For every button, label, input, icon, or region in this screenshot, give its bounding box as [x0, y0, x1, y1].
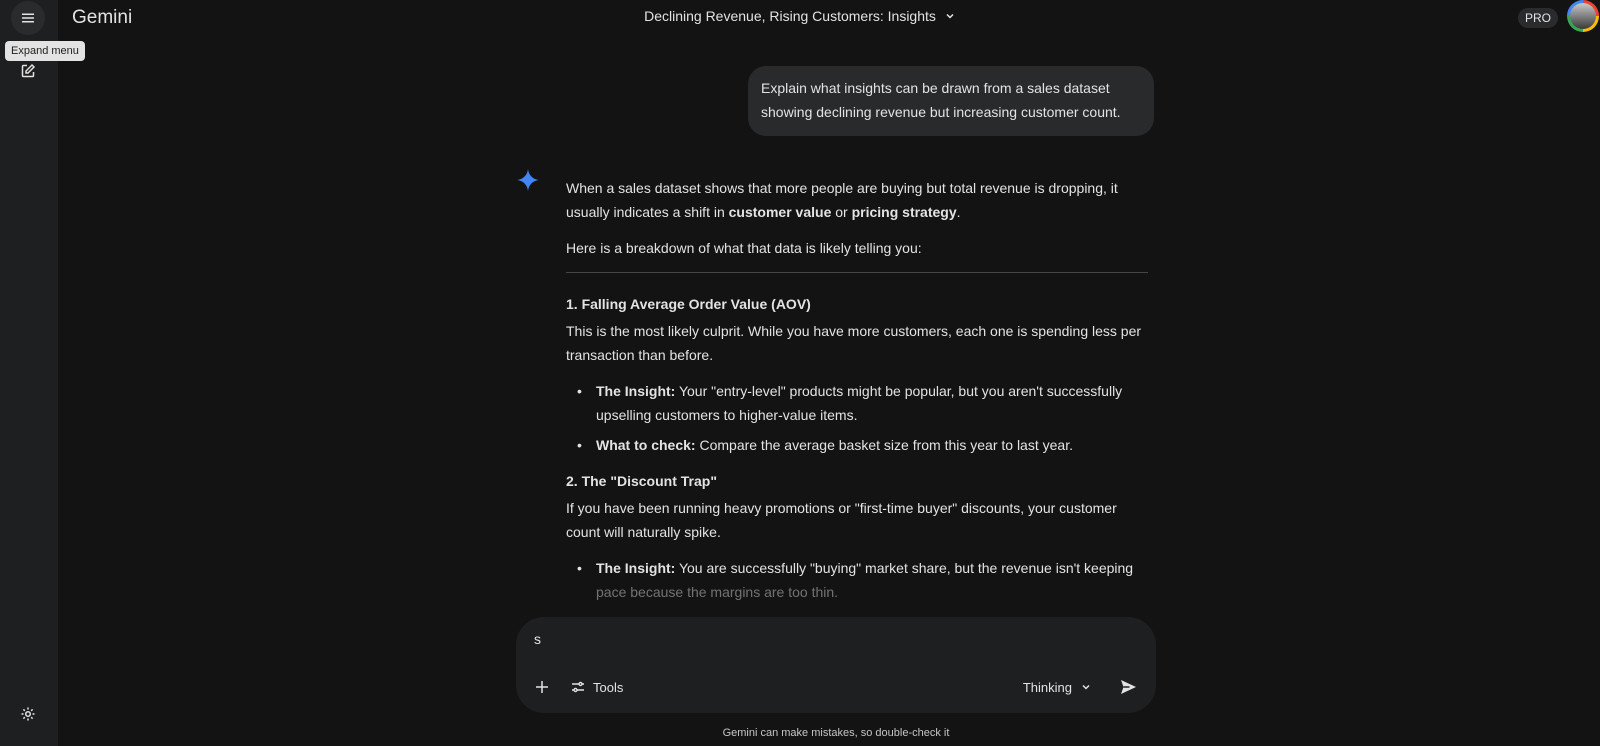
bullet-text: Compare the average basket size from this year to last year.: [695, 437, 1073, 453]
pro-badge[interactable]: PRO: [1518, 8, 1558, 28]
mode-selector[interactable]: [1023, 680, 1092, 695]
bullet-list: [566, 379, 1148, 457]
edit-square-icon: [20, 63, 36, 79]
tune-icon: [570, 679, 586, 695]
section-body: This is the most likely culprit. While you have more customers, each one is spending less per transaction than before.: [566, 323, 1142, 363]
gear-icon: [20, 706, 36, 722]
bullet-text-faded: pace because the margins are too thin.: [596, 584, 839, 600]
app-brand: Gemini: [72, 7, 133, 28]
section-divider: [566, 272, 1148, 273]
list-item: [596, 433, 1148, 457]
add-attachment-button[interactable]: [528, 673, 556, 701]
expand-menu-tooltip: Expand menu: [5, 41, 85, 61]
conversation-title-dropdown[interactable]: [644, 8, 956, 24]
user-message-text: Explain what insights can be drawn from a sales dataset showing declining revenue but increasing customer count.: [761, 80, 1121, 120]
list-item: [596, 379, 1148, 427]
tools-button[interactable]: [570, 679, 623, 695]
intro-bold-pricing-strategy: pricing strategy: [851, 204, 957, 220]
response-intro: [566, 176, 1148, 224]
composer-toolbar: [528, 673, 1142, 701]
plus-icon: [534, 679, 550, 695]
bullet-text: You are successfully "buying" market share, but the revenue isn't keeping: [675, 560, 1134, 576]
send-button[interactable]: [1114, 673, 1142, 701]
intro-text-or: or: [831, 204, 852, 220]
bullet-label: The Insight:: [596, 560, 676, 576]
conversation-title-bar: [0, 8, 1600, 24]
settings-button[interactable]: [11, 697, 45, 731]
intro-text: When a sales dataset shows that more people are buying but total revenue is dropping, it usually indicates a shift in: [566, 180, 1118, 220]
chevron-down-icon: [944, 10, 956, 22]
intro-bold-customer-value: customer value: [728, 204, 832, 220]
send-icon: [1119, 678, 1137, 696]
account-avatar[interactable]: [1567, 0, 1599, 32]
prompt-input[interactable]: s: [534, 631, 541, 647]
section-heading: 2. The "Discount Trap": [566, 473, 717, 489]
bullet-label: The Insight:: [596, 383, 676, 399]
list-item: [596, 556, 1148, 604]
model-response: [566, 176, 1148, 616]
bullet-list: [566, 556, 1148, 604]
mode-label: Thinking: [1022, 679, 1072, 695]
bullet-label: What to check:: [596, 437, 696, 453]
section-body: If you have been running heavy promotions or "first-time buyer" discounts, your customer count will naturally spike.: [566, 500, 1117, 540]
avatar-image: [1570, 3, 1596, 29]
chevron-down-icon: [1080, 681, 1092, 693]
bullet-text: Your "entry-level" products might be popular, but you aren't successfully upselling customers to higher-value items.: [596, 383, 1123, 423]
side-rail: [0, 0, 58, 746]
intro-period: .: [956, 204, 961, 220]
prompt-composer: [516, 617, 1156, 713]
tools-label: Tools: [593, 679, 624, 695]
user-message-bubble: [748, 66, 1154, 136]
section-heading: 1. Falling Average Order Value (AOV): [566, 296, 811, 312]
gemini-spark-icon: [517, 169, 539, 191]
response-breakdown: Here is a breakdown of what that data is likely telling you:: [566, 240, 922, 256]
disclaimer-text: Gemini can make mistakes, so double-check it: [722, 727, 950, 739]
conversation-title: Declining Revenue, Rising Customers: Insights: [644, 8, 936, 24]
